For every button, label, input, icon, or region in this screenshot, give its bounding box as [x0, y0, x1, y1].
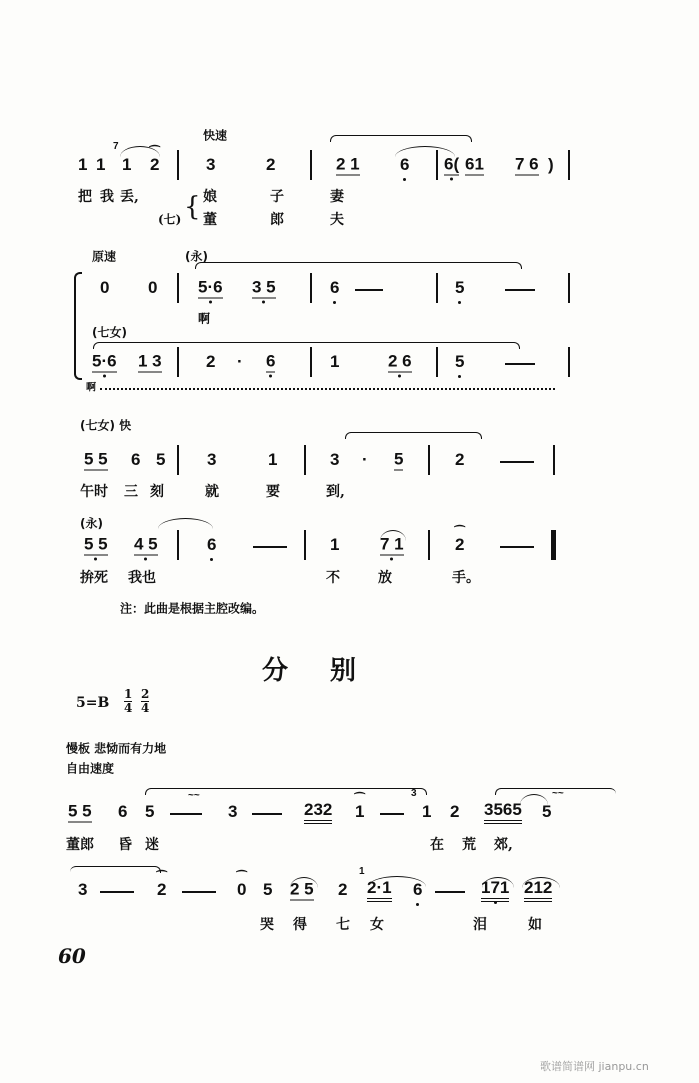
note: 7 1: [380, 534, 404, 554]
barline: [310, 347, 312, 377]
lyric: 如: [528, 917, 542, 933]
singer-label: (七女): [92, 325, 127, 340]
lyric: 女: [370, 917, 384, 933]
note: 3: [330, 450, 340, 469]
barline: [177, 445, 179, 475]
note: 5: [394, 449, 404, 469]
note: 5·6: [92, 351, 117, 371]
phrase-bracket: [70, 866, 161, 873]
barline: [436, 150, 438, 180]
trill-icon: ~~: [188, 790, 200, 801]
note: 6: [266, 351, 276, 371]
note: 6: [207, 535, 217, 554]
extension-dash: [253, 546, 287, 548]
lyric: 就: [205, 484, 219, 500]
final-barline: [551, 530, 556, 560]
extension-dash: [380, 813, 404, 815]
phrase-bracket: [195, 262, 522, 269]
lyric: 丢,: [120, 189, 139, 205]
lyric: 娘: [203, 189, 217, 205]
note: 6: [330, 278, 340, 297]
note-fermata: ⁀ 2: [157, 880, 166, 900]
lyric: 不: [326, 570, 340, 586]
note: 3: [206, 155, 216, 174]
note: 2 5: [290, 879, 314, 899]
barline: [568, 150, 570, 180]
note: 4 5: [134, 534, 158, 554]
lyric: 三: [124, 484, 138, 500]
extension-dash: [100, 891, 134, 893]
note: 6: [131, 450, 141, 469]
note: 2: [266, 155, 276, 174]
note: 5 5: [68, 801, 92, 821]
phrase-bracket: [330, 135, 472, 142]
note: 0: [100, 278, 110, 297]
lyric: 我: [100, 189, 114, 205]
note: 2: [206, 352, 216, 371]
barline: [177, 530, 179, 560]
lyric: 刻: [150, 484, 164, 500]
note: 3565: [484, 800, 522, 824]
lyric: 妻: [330, 189, 344, 205]
extension-dash: [500, 461, 534, 463]
lyric: 哭: [260, 917, 274, 933]
note: 3: [228, 802, 238, 821]
note: 3 5: [252, 277, 276, 297]
barline: [304, 530, 306, 560]
lyric: 我也: [128, 570, 156, 586]
note: 212: [524, 878, 552, 902]
note: 6: [400, 155, 410, 174]
barline: [436, 347, 438, 377]
brace: {: [184, 192, 201, 222]
extension-dash: [505, 363, 535, 365]
barline: [177, 347, 179, 377]
note: 5·6: [198, 277, 223, 297]
note-fermata: ⁀ 2: [150, 155, 159, 175]
extension-dash: [500, 546, 534, 548]
lyric: 郎: [270, 212, 284, 228]
barline: [310, 273, 312, 303]
singer-label: (七女) 快: [80, 418, 132, 433]
barline: [553, 445, 555, 475]
note: 5 5: [84, 449, 108, 469]
lyric: 迷: [145, 837, 159, 853]
watermark: 歌谱简谱网 jianpu.cn: [540, 1060, 649, 1073]
note: 5: [455, 352, 465, 371]
note: 6(: [444, 154, 460, 174]
barline: [310, 150, 312, 180]
barline: [428, 445, 430, 475]
barline: [177, 150, 179, 180]
extension-dash: [505, 289, 535, 291]
phrase-bracket: [93, 342, 520, 349]
barline: [177, 273, 179, 303]
slur: [158, 518, 213, 529]
lyric: 啊: [86, 382, 96, 394]
time-signature: 2 4: [141, 687, 150, 715]
lyric: 拚死: [80, 570, 108, 586]
tempo-mark: 自由速度: [66, 761, 115, 776]
lyric: 子: [270, 189, 284, 205]
extension-dash: [170, 813, 202, 815]
note: 5: [542, 802, 552, 821]
dot: ·: [362, 450, 368, 469]
note: 5 5: [84, 534, 108, 554]
time-signature: 1 4: [124, 687, 133, 715]
note: 6: [118, 802, 128, 821]
lyric: 七: [336, 917, 350, 933]
note: 1: [96, 155, 106, 174]
lyric: 夫: [330, 212, 344, 228]
note: 6: [413, 880, 423, 899]
song-title-char: 别: [330, 656, 357, 686]
lyric: 把: [78, 189, 92, 205]
note: 1: [78, 155, 88, 174]
dotted-extension: [100, 388, 555, 390]
singer-label: (永): [80, 516, 103, 531]
grace-note: 1: [359, 866, 365, 877]
paren: ): [548, 155, 554, 174]
lyric: 昏: [118, 837, 132, 853]
footnote: 注：此曲是根据主腔改编。: [120, 601, 265, 616]
trill-icon: ~~: [552, 788, 564, 799]
tempo-mark: 慢板 悲恸而有力地: [66, 741, 167, 756]
singer-label: (七): [158, 212, 182, 227]
song-title-char: 分: [262, 656, 289, 686]
note: 1: [330, 535, 340, 554]
extension-dash: [355, 289, 383, 291]
note: 0: [148, 278, 158, 297]
note: 1: [268, 450, 278, 469]
lyric: 放: [378, 570, 392, 586]
system-bracket: [74, 272, 82, 380]
note: 1: [422, 802, 432, 821]
note: 1: [122, 155, 132, 174]
lyric: 董郎: [66, 837, 94, 853]
note: 5: [145, 802, 155, 821]
lyric: 手。: [452, 570, 480, 586]
note: 7 6: [515, 154, 539, 174]
singer-label: (永): [185, 249, 208, 264]
lyric: 在: [430, 837, 444, 853]
note: 5: [455, 278, 465, 297]
lyric: 得: [293, 917, 307, 933]
tempo-mark: 快速: [203, 128, 228, 143]
phrase-bracket: [345, 432, 482, 439]
note: 3: [207, 450, 217, 469]
note: 5: [156, 450, 166, 469]
note: 2·1: [367, 878, 392, 902]
rest-fermata: ⁀ 0: [237, 880, 246, 900]
lyric: 荒: [462, 837, 476, 853]
note: 3: [78, 880, 88, 899]
page-number: 60: [58, 944, 86, 968]
note: 232: [304, 800, 332, 824]
grace-note: 7: [113, 141, 119, 152]
grace-note: 3: [411, 788, 417, 799]
barline: [428, 530, 430, 560]
key-signature: 5=B: [76, 695, 110, 711]
note: 171: [481, 878, 509, 902]
note: 2: [338, 880, 348, 899]
note: 1: [330, 352, 340, 371]
lyric: 要: [266, 484, 280, 500]
note: 61: [465, 154, 484, 174]
note: 2 1: [336, 154, 360, 174]
note: 2: [450, 802, 460, 821]
extension-dash: [182, 891, 216, 893]
extension-dash: [435, 891, 465, 893]
lyric: 啊: [198, 311, 211, 326]
barline: [304, 445, 306, 475]
barline: [568, 273, 570, 303]
note: 5: [263, 880, 273, 899]
note-fermata: ⁀ 1: [355, 802, 364, 822]
note: 1 3: [138, 351, 162, 371]
note: 2 6: [388, 351, 412, 371]
lyric: 郊,: [494, 837, 513, 853]
dot: ·: [237, 352, 243, 371]
barline: [568, 347, 570, 377]
tempo-mark: 原速: [92, 249, 117, 264]
lyric: 午时: [80, 484, 108, 500]
extension-dash: [252, 813, 282, 815]
lyric: 泪: [473, 917, 487, 933]
note-fermata: ⁀ 2: [455, 535, 464, 555]
lyric: 董: [203, 212, 217, 228]
note: 2: [455, 450, 465, 469]
barline: [436, 273, 438, 303]
lyric: 到,: [326, 484, 345, 500]
